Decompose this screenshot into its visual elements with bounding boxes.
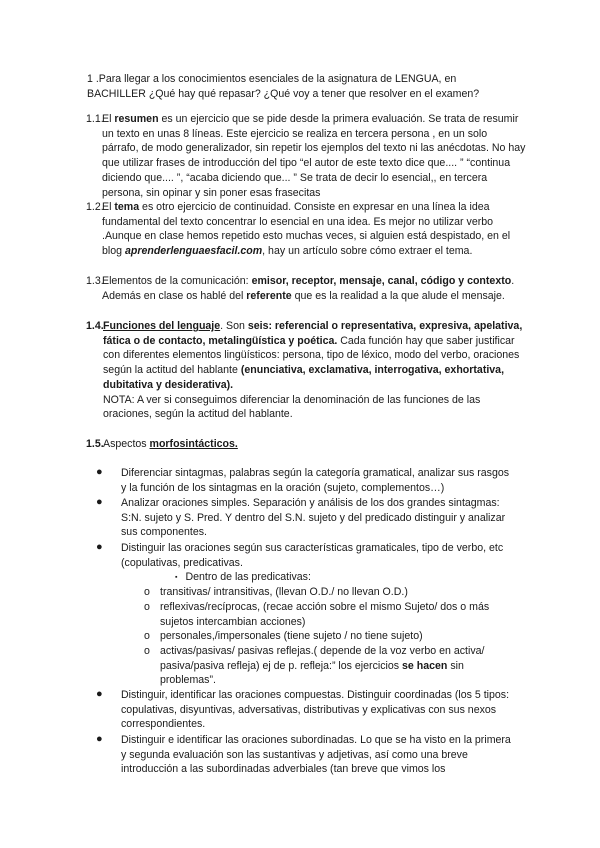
intro-question: 1 .Para llegar a los conocimientos esenciales de la asignatura de LENGUA, en BACHILLER ¿Qué hay qué repasar? ¿Qué voy a tener que resolver en el examen? (87, 73, 480, 100)
list-item: ● Distinguir las oraciones según sus características gramaticales, tipo de verbo, etc (copulativas, predicativas. (96, 541, 504, 569)
bullet-icon: ● (96, 733, 103, 745)
note: NOTA: A ver si conseguimos diferenciar la denominación de las funciones de las oraciones, según la actitud del hablante. (103, 393, 481, 421)
section-1-2-tema: 1.2. El tema es otro ejercicio de continuidad. Consiste en expresar en una línea la idea fundamental del texto concentrar lo esencial en una idea. Es mejor no utilizar verbo .Aunque en clase hemos repetido esto muchas veces, si alguien está despistado, en el blog aprenderlenguaesfacil.com, hay un artículo sobre cómo extraer el tema. (86, 201, 511, 258)
bullet-icon: ● (96, 688, 103, 700)
section-number: 1.2. (86, 201, 104, 213)
keyword-referente: referente (246, 289, 292, 302)
section-title: morfosintácticos. (149, 438, 238, 450)
keyword-resumen: resumen (114, 113, 159, 125)
sentence-types: (enunciativa, exclamativa, interrogativa, exhortativa, dubitativa y desiderativa). (103, 364, 505, 391)
square-bullet-icon: ▪ (175, 574, 178, 581)
communication-elements: emisor, receptor, mensaje, canal, código y contexto (251, 275, 512, 287)
sub-list-item: o activas/pasivas/ pasivas reflejas.( depende de la voz verbo en activa/ pasiva/pasiva refleja) ej de p. refleja:” los ejercicios se hacen sin problemas”. (144, 645, 485, 687)
functions-list: seis: referencial o representativa, expresiva, apelativa, fática o de contacto, metalingüística y poética. (103, 320, 523, 347)
sub-list-heading: ▪ Dentro de las predicativas: (175, 571, 311, 583)
section-1-1-resumen: 1.1. El resumen es un ejercicio que se pide desde la primera evaluación. Se trata de resumir un texto en unas 8 líneas. Este ejercicio se realiza en tercera persona , en un solo párrafo, de modo generalizador, sin repetir los ejemplos del texto ni las anécdotas. No hay que utilizar frases de introducción del tipo “el autor de este texto dice que.... ” “continua diciendo que.... ”, “acaba diciendo que... ” Se trata de decir lo esencial,, en tercera persona, sin opinar y sin poner esas frasecitas (86, 113, 526, 199)
section-title: Funciones del lenguaje (103, 320, 221, 332)
bullet-icon: ● (96, 496, 103, 508)
list-item: ● Diferenciar sintagmas, palabras según la categoría gramatical, analizar sus rasgos y la función de los sintagmas en la oración (sujeto, complementos…) (96, 466, 510, 494)
sub-list-item: o reflexivas/recíprocas, (recae acción sobre el mismo Sujeto/ dos o más sujetos intercambian acciones) (144, 601, 490, 628)
section-number: 1.3. (86, 275, 104, 287)
list-item: ● Distinguir, identificar las oraciones compuestas. Distinguir coordinadas (los 5 tipos: copulativas, disyuntivas, adversativas, distributivas y explicativas con sus nexos correspondientes. (96, 688, 510, 731)
section-1-4-funciones: 1.4. Funciones del lenguaje. Son seis: referencial o representativa, expresiva, apelativa, fática o de contacto, metalingüística y poética. Cada función hay que saber justificar con diferentes elementos lingüísticos: persona, tipo de léxico, modo del verbo, oraciones según la actitud del hablante (enunciativa, exclamativa, interrogativa, exhortativa, dubitativa y desiderativa). NOTA: A ver si conseguimos diferenciar la denominación de las funciones de las oraciones, según la actitud del hablante. (86, 320, 523, 421)
section-1-3-comunicacion: 1.3. Elementos de la comunicación: emisor, receptor, mensaje, canal, código y contexto. Además en clase os hablé del referente que es la realidad a la que alude el mensaje. (86, 275, 515, 302)
circle-bullet-icon: o (144, 601, 150, 613)
bullet-icon: ● (96, 466, 103, 478)
section-number: 1.1. (86, 113, 104, 125)
section-number: 1.4. (86, 320, 104, 332)
circle-bullet-icon: o (144, 586, 150, 598)
list-item: ● Analizar oraciones simples. Separación y análisis de los dos grandes sintagmas: S:N. sujeto y S. Pred. Y dentro del S.N. sujeto y del predicado distinguir y analizar sus componentes. (96, 496, 506, 539)
blog-name: aprenderlenguaesfacil.com (124, 245, 263, 258)
keyword-tema: tema (114, 201, 140, 213)
list-item: ● Distinguir e identificar las oraciones subordinadas. Lo que se ha visto en la primera y segunda evaluación son las sustantivas y adjetivas, así como una breve introducción a las subordinadas adverbiales (tan breve que vimos los (96, 733, 511, 776)
bullet-icon: ● (96, 541, 103, 553)
sub-list-item: o personales,/impersonales (tiene sujeto / no tiene sujeto) (144, 630, 423, 642)
example-bold: se hacen (402, 659, 448, 672)
sub-list-item: o transitivas/ intransitivas, (llevan O.D./ no llevan O.D.) (144, 586, 408, 598)
section-1-5-morfosintacticos: 1.5. Aspectos morfosintácticos. (86, 438, 238, 450)
circle-bullet-icon: o (144, 630, 150, 642)
circle-bullet-icon: o (144, 645, 150, 657)
section-number: 1.5. (86, 438, 104, 450)
